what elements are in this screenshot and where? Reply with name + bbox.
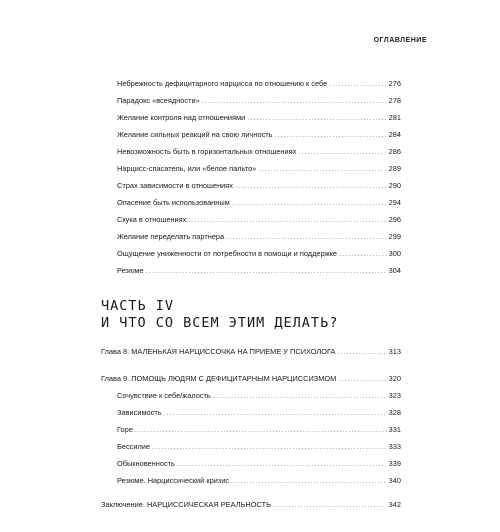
toc-chapter-page: 320 [388,374,401,383]
toc-entry [117,389,401,402]
toc-leader-dots [177,457,387,470]
toc-entry [117,145,401,158]
toc-entry [117,128,401,141]
toc-leader-dots [188,213,386,226]
toc-entry-title: Сочувствие к себе/жалость [117,391,211,400]
toc-entry-page: 339 [388,459,401,468]
toc-entry [117,230,401,243]
part-heading-line1: ЧАСТЬ IV [101,298,175,314]
toc-leader-dots [213,389,387,402]
toc-entry [117,423,401,436]
toc-entry-page: 300 [388,249,401,258]
toc-entry-page: 296 [388,215,401,224]
toc-entry-page: 304 [388,266,401,275]
toc-entry-page: 281 [388,113,401,122]
toc-entry-page: 323 [388,391,401,400]
toc-entry [117,94,401,107]
part-heading-line2: И ЧТО СО ВСЕМ ЭТИМ ДЕЛАТЬ? [101,315,339,331]
toc-entry-title: Зависимость [117,408,162,417]
toc-entry-title: Страх зависимости в отношениях [117,181,233,190]
toc-leader-dots [146,264,387,277]
toc-entry-title: Ощущение униженности от потребности в помощи и поддержке [117,249,338,258]
toc-entry-title: Желание сильных реакций на свою личность [117,130,273,139]
toc-chapter [101,372,401,385]
toc-conclusion-title: Заключение. НАРЦИССИЧЕСКАЯ РЕАЛЬНОСТЬ [101,500,271,509]
toc-entry-page: 294 [388,198,401,207]
toc-entry [117,196,401,209]
toc-entry-page: 328 [388,408,401,417]
toc-entry [117,213,401,226]
toc-leader-dots [152,440,387,453]
toc-entry [117,457,401,470]
toc-leader-dots [329,77,386,90]
toc-entry-page: 340 [388,476,401,485]
toc-leader-dots [235,179,387,192]
toc-entry-title: Бессилие [117,442,151,451]
toc-leader-dots [275,128,387,141]
toc-chapter [101,345,401,358]
toc-leader-dots [337,345,386,358]
toc-entry-page: 331 [388,425,401,434]
toc-entry-title: Опасение быть использованным [117,198,230,207]
toc-entry-title: Нарцисс-спасатель, или «белое пальто» [117,164,257,173]
toc-entry-title: Небрежность дефицитарного нарцисса по отношению к себе [117,79,328,88]
toc-entry-title: Парадокс «всеядности» [117,96,200,105]
toc-entry-page: 278 [388,96,401,105]
toc-chapter-title: Глава 9. ПОМОЩЬ ЛЮДЯМ С ДЕФИЦИТАРНЫМ НАРЦИССИЗМОМ [101,374,337,383]
toc-entry [117,264,401,277]
toc-leader-dots [247,111,386,124]
toc-chapter-title: Глава 8. МАЛЕНЬКАЯ НАРЦИССОЧКА НА ПРИЕМЕ У ПСИХОЛОГА [101,347,336,356]
toc-entry-title: Обыкновенность [117,459,175,468]
toc-entry [117,474,401,487]
toc-leader-dots [226,230,387,243]
toc-conclusion-page: 342 [388,500,401,509]
toc-leader-dots [135,423,387,436]
toc-entry-title: Желание контроля над отношениями [117,113,246,122]
toc-leader-dots [232,196,387,209]
toc-entry [117,77,401,90]
toc-leader-dots [164,406,387,419]
toc-leader-dots [258,162,386,175]
toc-entry-page: 276 [388,79,401,88]
toc-entry-title: Горе [117,425,133,434]
toc-chapter-page: 313 [388,347,401,356]
toc-leader-dots [339,247,387,260]
toc-entry [117,179,401,192]
toc-entry [117,111,401,124]
toc-leader-dots [298,145,386,158]
toc-entry-page: 333 [388,442,401,451]
toc-entry-title: Резюме. Нарциссический кризис [117,476,230,485]
toc-entry-title: Желание переделать партнера [117,232,225,241]
toc-entry-page: 299 [388,232,401,241]
toc-entry-title: Скука в отношениях [117,215,187,224]
toc-leader-dots [231,474,387,487]
toc-leader-dots [338,372,386,385]
toc-entry-page: 290 [388,181,401,190]
toc-leader-dots [202,94,387,107]
toc-entry [117,247,401,260]
running-header: ОГЛАВЛЕНИЕ [373,37,427,44]
toc-entry [117,162,401,175]
toc-entry [117,406,401,419]
toc-entry-title: Резюме [117,266,144,275]
toc-conclusion [101,498,401,511]
toc-entry-page: 289 [388,164,401,173]
toc-entry-title: Невозможность быть в горизонтальных отношениях [117,147,297,156]
toc-entry-page: 286 [388,147,401,156]
toc-leader-dots [273,498,387,511]
toc-entry [117,440,401,453]
toc-entry-page: 284 [388,130,401,139]
